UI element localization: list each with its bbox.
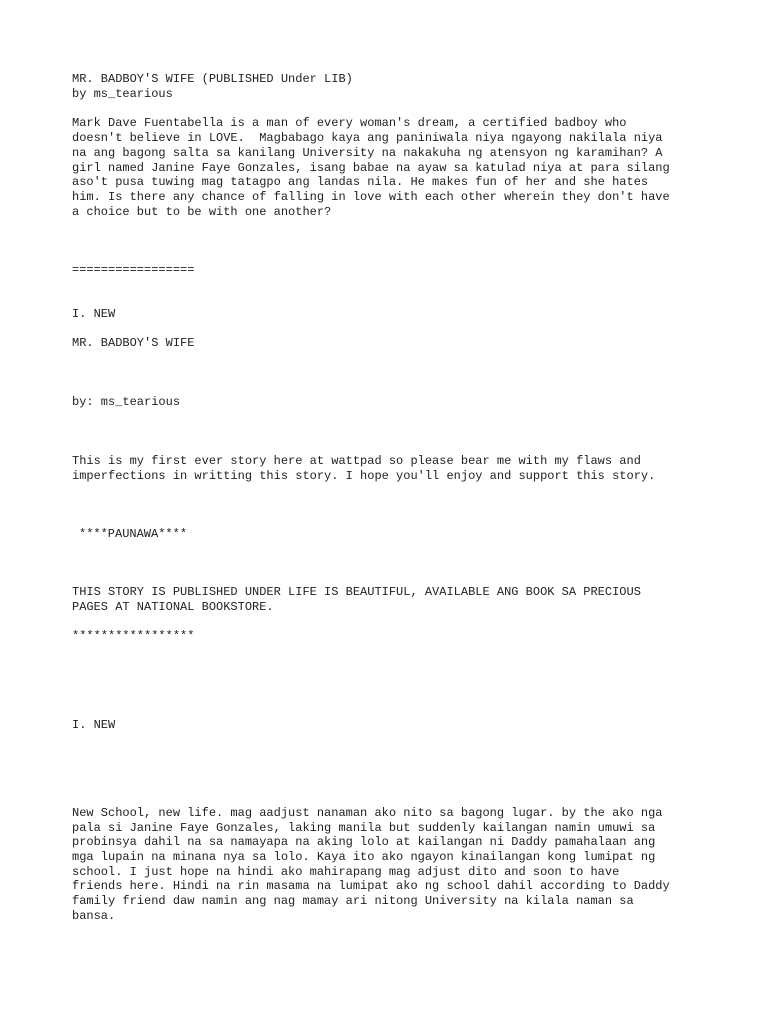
synopsis-line: na ang bagong salta sa kanilang University na nakakuha ng atensyon ng karamihan? A — [72, 146, 663, 160]
body-line: school. I just hope na hindi ako mahirapang mag adjust dito and soon to have — [72, 865, 620, 879]
body-line: mga lupain na minana nya sa lolo. Kaya ito ako ngayon kinailangan kong lumipat ng — [72, 850, 656, 864]
equals-divider: ================= — [72, 263, 195, 277]
body-line: New School, new life. mag aadjust nanaman ako nito sa bagong lugar. by the ako nga — [72, 806, 663, 820]
chapter-heading: I. NEW — [72, 718, 116, 732]
synopsis-line: doesn't believe in LOVE. Magbabago kaya ang paniniwala niya ngayong nakilala niya — [72, 131, 663, 145]
synopsis-line: a choice but to be with one another? — [72, 205, 332, 219]
author-line: by: ms_tearious — [72, 395, 181, 409]
notice-line: THIS STORY IS PUBLISHED UNDER LIFE IS BEAUTIFUL, AVAILABLE ANG BOOK SA PRECIOUS — [72, 585, 641, 599]
synopsis-line: aso't pusa tuwing mag tatagpo ang landas nila. He makes fun of her and she hates — [72, 175, 649, 189]
document-title: MR. BADBOY'S WIFE (PUBLISHED Under LIB) — [72, 72, 353, 86]
synopsis-line: him. Is there any chance of falling in love with each other wherein they don't have — [72, 190, 670, 204]
stars-divider: ***************** — [72, 629, 195, 643]
document-byline: by ms_tearious — [72, 87, 173, 101]
synopsis-line: Mark Dave Fuentabella is a man of every woman's dream, a certified badboy who — [72, 116, 627, 130]
notice-line: PAGES AT NATIONAL BOOKSTORE. — [72, 600, 274, 614]
notice-heading: ****PAUNAWA**** — [79, 527, 188, 541]
intro-line: imperfections in writting this story. I hope you'll enjoy and support this story. — [72, 469, 656, 483]
body-line: friends here. Hindi na rin masama na lumipat ako ng school dahil according to Daddy — [72, 879, 670, 893]
story-title: MR. BADBOY'S WIFE — [72, 336, 195, 350]
body-line: bansa. — [72, 909, 116, 923]
intro-line: This is my first ever story here at wattpad so please bear me with my flaws and — [72, 454, 641, 468]
chapter-heading: I. NEW — [72, 307, 116, 321]
body-line: probinsya dahil na sa namayapa na aking lolo at kailangan ni Daddy pamahalaan ang — [72, 835, 656, 849]
synopsis-line: girl named Janine Faye Gonzales, isang babae na ayaw sa katulad niya at para silang — [72, 161, 670, 175]
body-line: family friend daw namin ang nag mamay ari nitong University na kilala naman sa — [72, 894, 634, 908]
body-line: pala si Janine Faye Gonzales, laking manila but suddenly kailangan namin umuwi sa — [72, 821, 656, 835]
